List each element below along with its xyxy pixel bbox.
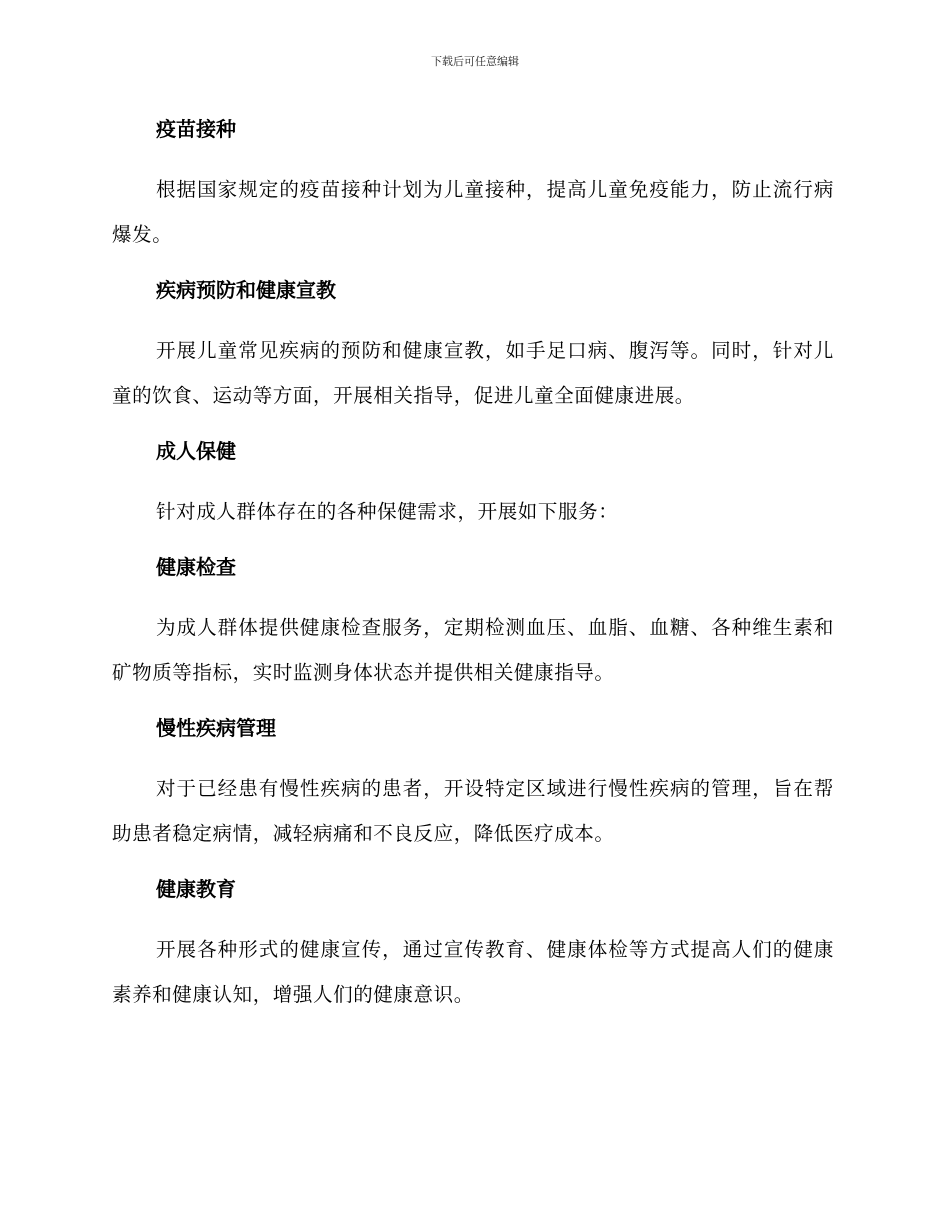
section-paragraph-adult-care: 针对成人群体存在的各种保健需求，开展如下服务：	[156, 500, 619, 523]
section-paragraph-health-checkup: 为成人群体提供健康检查服务，定期检测血压、血脂、血糖、各种维生素和矿物质等指标，实时监测身体状态并提供相关健康指导。	[112, 616, 834, 684]
section-heading-chronic-disease: 慢性疾病管理	[156, 716, 276, 740]
document-body	[112, 108, 834, 1017]
section-heading-health-education: 健康教育	[156, 877, 236, 901]
section-paragraph-disease-prevention: 开展儿童常见疾病的预防和健康宣教，如手足口病、腹泻等。同时，针对儿童的饮食、运动等方面，开展相关指导，促进儿童全面健康进展。	[112, 339, 834, 407]
section-heading-adult-care: 成人保健	[156, 439, 236, 463]
section-paragraph-vaccination: 根据国家规定的疫苗接种计划为儿童接种，提高儿童免疫能力，防止流行病爆发。	[112, 178, 834, 246]
section-paragraph-chronic-disease: 对于已经患有慢性疾病的患者，开设特定区域进行慢性疾病的管理，旨在帮助患者稳定病情，减轻病痛和不良反应，降低医疗成本。	[112, 777, 834, 845]
section-paragraph-health-education: 开展各种形式的健康宣传，通过宣传教育、健康体检等方式提高人们的健康素养和健康认知，增强人们的健康意识。	[112, 938, 834, 1006]
section-heading-disease-prevention: 疾病预防和健康宣教	[156, 278, 336, 302]
page-header-note: 下载后可任意编辑	[431, 55, 519, 68]
section-heading-vaccination: 疫苗接种	[156, 117, 236, 141]
section-heading-health-checkup: 健康检查	[156, 555, 236, 579]
